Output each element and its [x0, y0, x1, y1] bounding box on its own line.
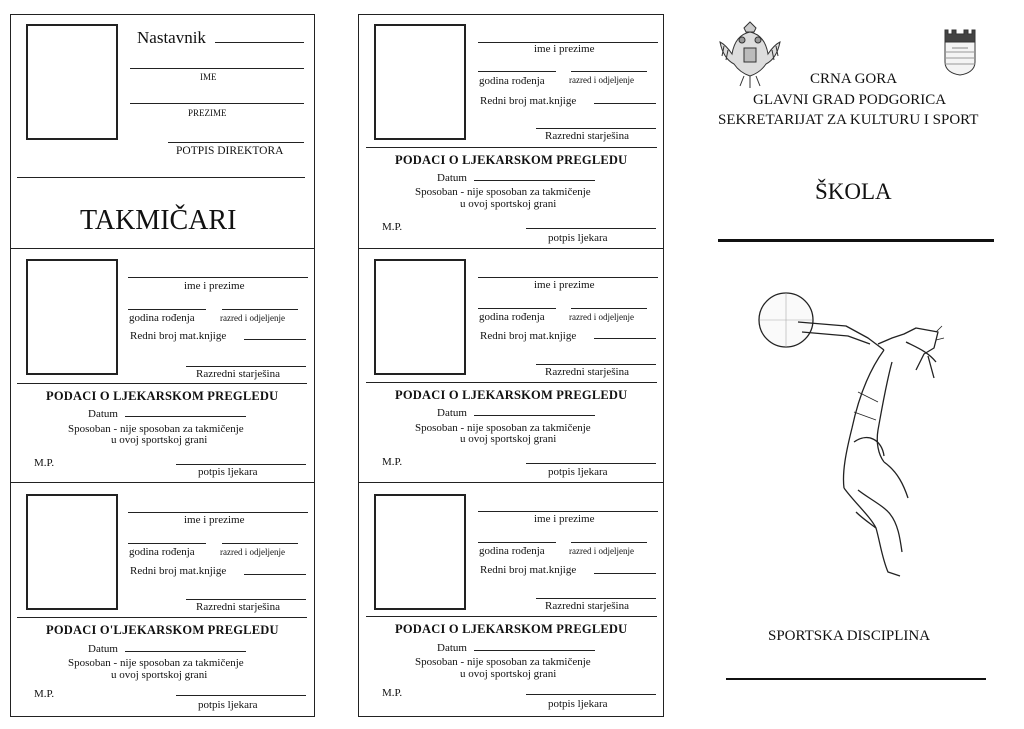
ime-i-prezime-label: ime i prezime — [184, 280, 245, 292]
sposoban-label: Sposoban - nije sposoban za takmičenje — [68, 657, 244, 669]
podaci-heading: PODACI O LJEKARSKOM PREGLEDU — [395, 388, 628, 402]
ime-i-prezime-line[interactable] — [478, 511, 658, 512]
nastavnik-label: Nastavnik — [137, 28, 206, 47]
coat-of-arms-icon — [718, 20, 782, 90]
takmicari-title: TAKMIČARI — [80, 205, 237, 236]
godina-label: godina rođenja — [129, 546, 195, 558]
mp-label: M.P. — [382, 221, 403, 233]
grana-label: u ovoj sportskoj grani — [460, 668, 557, 680]
potpis-ljekara-line[interactable] — [176, 464, 306, 465]
razredni-line[interactable] — [536, 364, 656, 365]
disciplina-line[interactable] — [726, 678, 986, 680]
mp-label: M.P. — [382, 456, 403, 468]
redni-broj-label: Redni broj mat.knjige — [480, 564, 577, 576]
rhythmic-gymnast-illustration — [758, 292, 948, 582]
redni-broj-line[interactable] — [244, 574, 306, 575]
redni-broj-label: Redni broj mat.knjige — [130, 330, 227, 342]
razred-line[interactable] — [571, 71, 647, 72]
prezime-line[interactable] — [130, 103, 304, 104]
razred-label: razred i odjeljenje — [569, 546, 634, 556]
photo-box — [26, 24, 118, 140]
crna-gora-text: CRNA GORA — [810, 71, 898, 87]
razredni-label: Razredni starješina — [196, 601, 280, 613]
ime-i-prezime-line[interactable] — [478, 277, 658, 278]
godina-line[interactable] — [128, 543, 206, 544]
datum-label: Datum — [88, 643, 118, 655]
redni-broj-label: Redni broj mat.knjige — [130, 565, 227, 577]
card-divider — [17, 383, 307, 384]
datum-label: Datum — [437, 642, 467, 654]
photo-box — [374, 24, 466, 140]
potpis-ljekara-line[interactable] — [526, 694, 656, 695]
ime-i-prezime-label: ime i prezime — [534, 43, 595, 55]
godina-label: godina rođenja — [479, 311, 545, 323]
podaci-heading: PODACI O'LJEKARSKOM PREGLEDU — [46, 623, 279, 637]
razred-label: razred i odjeljenje — [569, 75, 634, 85]
ime-line[interactable] — [130, 68, 304, 69]
divider — [358, 482, 664, 483]
datum-line[interactable] — [125, 651, 246, 652]
redni-broj-label: Redni broj mat.knjige — [480, 330, 577, 342]
podaci-heading: PODACI O LJEKARSKOM PREGLEDU — [395, 622, 628, 636]
city-emblem-icon — [942, 28, 978, 76]
grana-label: u ovoj sportskoj grani — [460, 433, 557, 445]
godina-label: godina rođenja — [129, 312, 195, 324]
razredni-label: Razredni starješina — [545, 600, 629, 612]
sekretarijat-text: SEKRETARIJAT ZA KULTURU I SPORT — [718, 112, 979, 128]
godina-line[interactable] — [128, 309, 206, 310]
ime-i-prezime-line[interactable] — [128, 277, 308, 278]
sposoban-label: Sposoban - nije sposoban za takmičenje — [68, 423, 244, 435]
razred-line[interactable] — [222, 309, 298, 310]
razredni-label: Razredni starješina — [545, 366, 629, 378]
potpis-ljekara-line[interactable] — [526, 463, 656, 464]
potpis-ljekara-label: potpis ljekara — [198, 699, 258, 711]
sposoban-label: Sposoban - nije sposoban za takmičenje — [415, 656, 591, 668]
datum-line[interactable] — [474, 415, 595, 416]
podaci-heading: PODACI O LJEKARSKOM PREGLEDU — [46, 389, 279, 403]
potpis-ljekara-label: potpis ljekara — [548, 698, 608, 710]
divider — [358, 248, 664, 249]
sposoban-label: Sposoban - nije sposoban za takmičenje — [415, 422, 591, 434]
potpis-ljekara-label: potpis ljekara — [548, 232, 608, 244]
card-divider — [366, 616, 657, 617]
ime-i-prezime-label: ime i prezime — [534, 513, 595, 525]
godina-line[interactable] — [478, 542, 556, 543]
razred-label: razred i odjeljenje — [220, 313, 285, 323]
sposoban-label: Sposoban - nije sposoban za takmičenje — [415, 186, 591, 198]
razred-line[interactable] — [571, 542, 647, 543]
mp-label: M.P. — [34, 688, 55, 700]
skola-title: ŠKOLA — [815, 179, 892, 204]
datum-label: Datum — [88, 408, 118, 420]
card-divider — [17, 617, 307, 618]
datum-line[interactable] — [474, 650, 595, 651]
card-divider — [366, 382, 657, 383]
redni-broj-line[interactable] — [594, 573, 656, 574]
card-divider — [366, 147, 657, 148]
mp-label: M.P. — [34, 457, 55, 469]
godina-line[interactable] — [478, 71, 556, 72]
skola-line[interactable] — [718, 239, 994, 242]
photo-box — [26, 494, 118, 610]
grana-label: u ovoj sportskoj grani — [460, 198, 557, 210]
razredni-label: Razredni starješina — [196, 368, 280, 380]
grad-text: GLAVNI GRAD PODGORICA — [753, 92, 947, 108]
potpis-ljekara-label: potpis ljekara — [198, 466, 258, 478]
redni-broj-label: Redni broj mat.knjige — [480, 95, 577, 107]
divider — [10, 248, 315, 249]
razredni-line[interactable] — [186, 599, 306, 600]
divider — [10, 482, 315, 483]
mp-label: M.P. — [382, 687, 403, 699]
datum-line[interactable] — [125, 416, 246, 417]
prezime-label: PREZIME — [188, 108, 227, 118]
photo-box — [374, 259, 466, 375]
redni-broj-line[interactable] — [244, 339, 306, 340]
ime-i-prezime-label: ime i prezime — [534, 279, 595, 291]
potpis-ljekara-line[interactable] — [176, 695, 306, 696]
potpis-direktora-line[interactable] — [168, 142, 304, 143]
godina-label: godina rođenja — [479, 545, 545, 557]
podaci-heading: PODACI O LJEKARSKOM PREGLEDU — [395, 153, 628, 167]
disciplina-label: SPORTSKA DISCIPLINA — [768, 628, 931, 644]
photo-box — [374, 494, 466, 610]
godina-label: godina rođenja — [479, 75, 545, 87]
grana-label: u ovoj sportskoj grani — [111, 434, 208, 446]
ime-label: IME — [200, 72, 217, 82]
razred-line[interactable] — [571, 308, 647, 309]
photo-box — [26, 259, 118, 375]
razredni-line[interactable] — [186, 366, 306, 367]
nastavnik-line[interactable] — [215, 42, 304, 43]
razredni-label: Razredni starješina — [545, 130, 629, 142]
datum-label: Datum — [437, 172, 467, 184]
godina-line[interactable] — [478, 308, 556, 309]
razredni-line[interactable] — [536, 598, 656, 599]
cover-divider — [17, 177, 305, 178]
redni-broj-line[interactable] — [594, 103, 656, 104]
potpis-ljekara-label: potpis ljekara — [548, 466, 608, 478]
ime-i-prezime-line[interactable] — [128, 512, 308, 513]
razred-label: razred i odjeljenje — [569, 312, 634, 322]
grana-label: u ovoj sportskoj grani — [111, 669, 208, 681]
redni-broj-line[interactable] — [594, 338, 656, 339]
datum-line[interactable] — [474, 180, 595, 181]
datum-label: Datum — [437, 407, 467, 419]
potpis-direktora-label: POTPIS DIREKTORA — [176, 145, 284, 157]
razredni-line[interactable] — [536, 128, 656, 129]
razred-line[interactable] — [222, 543, 298, 544]
potpis-ljekara-line[interactable] — [526, 228, 656, 229]
razred-label: razred i odjeljenje — [220, 547, 285, 557]
ime-i-prezime-label: ime i prezime — [184, 514, 245, 526]
